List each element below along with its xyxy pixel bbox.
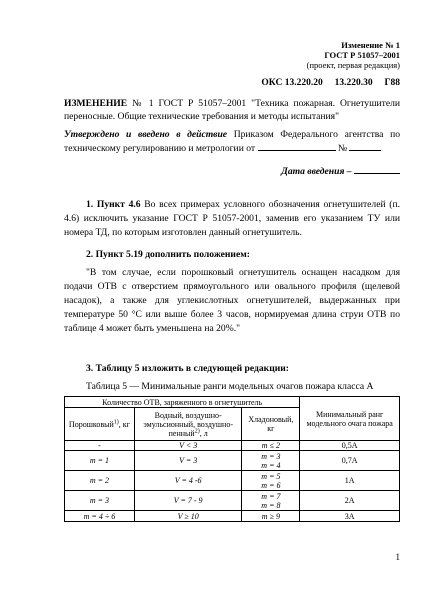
cell-rank: 0,7А — [300, 451, 400, 471]
approval-date-blank — [258, 141, 336, 151]
change-title — [64, 97, 400, 123]
table-header-powder: Порошковый$^{1)}$, кг — [65, 408, 135, 441]
item-1-lead: 1. Пункт 4.6 — [86, 199, 141, 210]
item-3-heading: 3. Таблицу 5 изложить в следующей редакции: — [86, 363, 289, 374]
draft-note: (проект, первая редакция) — [306, 60, 400, 70]
cell-powder: m = 3 — [65, 491, 135, 511]
cell-water: V ≥ 10 — [134, 511, 242, 522]
change-number: Изменение № 1 — [341, 40, 400, 50]
cell-water: V = 3 — [134, 451, 242, 471]
table-caption: Таблица 5 — Минимальные ранги модельных очагов пожара класса А — [86, 381, 374, 392]
table-row — [65, 451, 400, 471]
effective-date — [281, 164, 400, 177]
cell-halon: m ≤ 2 — [242, 441, 300, 451]
table-header-water: Водный, воздушно-эмульсионный, воздушно-пенный$^{2)}$, л — [134, 408, 242, 441]
approval-lead: Утверждено и введено в действие — [64, 129, 228, 140]
item-1-text: Во всех примерах условного обозначения огнетушителей (п. 4.6) исключить указание ГОСТ Р 51057-2001, заменив его указанием ТУ или номера ТД, по которым изготовлен данный огнетушитель. — [64, 199, 400, 238]
cell-rank: 2А — [300, 491, 400, 511]
cell-powder: m = 4 ÷ 6 — [65, 511, 135, 522]
approval-number-blank — [349, 141, 381, 151]
cell-water: V = 7 - 9 — [134, 491, 242, 511]
page-number: 1 — [395, 552, 400, 562]
cell-water: V = 4 -6 — [134, 471, 242, 491]
cell-halon: m = 5 m = 6 — [242, 471, 300, 491]
cell-rank: 0,5А — [300, 441, 400, 451]
approval-text: Приказом Федерального агентства по техническому регулированию и метрологии от — [64, 129, 400, 154]
cell-halon: m ≥ 9 — [242, 511, 300, 522]
change-header — [307, 40, 400, 70]
cell-halon: m = 7 m = 8 — [242, 491, 300, 511]
cell-powder: m = 1 — [65, 451, 135, 471]
table-row — [65, 441, 400, 451]
item-2-heading: 2. Пункт 5.19 дополнить положением: — [86, 249, 250, 260]
classification-codes: ОКС 13.220.20 13.220.30 Г88 — [261, 78, 400, 88]
approval-statement — [64, 128, 400, 155]
table-header-halon: Хладоновый, кг — [242, 408, 300, 441]
change-title-lead: ИЗМЕНЕНИЕ — [64, 98, 128, 109]
cell-rank: 3А — [300, 511, 400, 522]
approval-number-sign: № — [337, 143, 348, 154]
effective-date-blank — [354, 164, 400, 174]
table-row — [65, 511, 400, 522]
effective-date-label: Дата введения – — [281, 166, 352, 177]
table-row — [65, 491, 400, 511]
change-title-text: № 1 ГОСТ Р 51057–2001 "Техника пожарная. Огнетушители переносные. Общие технические требования и методы испытания" — [64, 98, 400, 122]
fire-rank-table — [64, 396, 400, 522]
item-1-paragraph — [64, 198, 400, 240]
standard-number: ГОСТ Р 51057–2001 — [324, 50, 400, 60]
cell-powder: m = 2 — [65, 471, 135, 491]
cell-powder: - — [65, 441, 135, 451]
cell-water: V < 3 — [134, 441, 242, 451]
cell-rank: 1А — [300, 471, 400, 491]
item-2-quote: "В том случае, если порошковый огнетушитель оснащен насадком для подачи ОТВ с отверстием прямоугольного или овального профиля (щелевой насадок), а также для углекислотных огнетушителей, выдержанных при температуре 50 °С или выше более 3 часов, нормируемая длина струи ОТВ по таблице 4 может быть уменьшена на 20%." — [64, 267, 400, 334]
table-rank-header: Минимальный ранг модельного очага пожара — [300, 397, 400, 441]
table-row — [65, 471, 400, 491]
table-group-header: Количество ОТВ, заряженного в огнетушитель — [65, 397, 300, 408]
cell-halon: m = 3 m = 4 — [242, 451, 300, 471]
